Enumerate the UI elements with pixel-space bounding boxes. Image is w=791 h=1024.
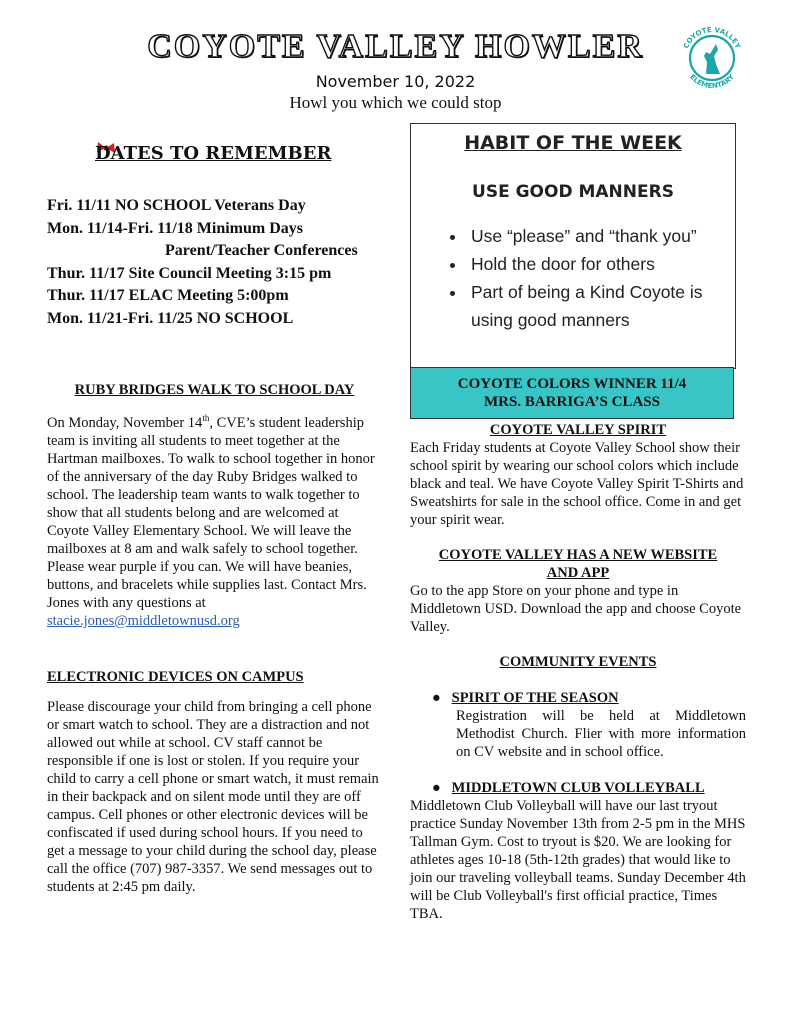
svg-text:COYOTE VALLEY xyxy=(682,26,742,51)
contact-email-link[interactable]: stacie.jones@middletownusd.org xyxy=(47,612,240,629)
devices-body: Please discourage your child from bringing a cell phone or smart watch to school. They are a distraction and not allowed out while at school. CV staff cannot be responsible if one is lost or stolen. If you require your child to carry a cell phone or smart watch, it must remain in their backpack and on silent mode until they are off campus. Cell phones or other electronic devices will be confiscated if used during school hours. If you need to get a message to your child during the school day, please call the office (707) 987-3357. We send messages out to students at 2:45 pm daily. xyxy=(47,699,379,895)
habit-subtitle: USE GOOD MANNERS xyxy=(472,182,674,202)
habit-of-week-box xyxy=(410,123,736,369)
spirit-section xyxy=(410,421,746,529)
date-item: Parent/Teacher Conferences xyxy=(165,242,358,259)
date-item: Thur. 11/17 Site Council Meeting 3:15 pm xyxy=(47,264,332,282)
website-heading-line-1: COYOTE VALLEY HAS A NEW WEBSITE xyxy=(438,547,718,563)
logo-top-text: COYOTE VALLEY xyxy=(682,25,742,50)
habit-bullet: • Hold the door for others xyxy=(467,250,735,278)
date-item: Thur. 11/17 ELAC Meeting 5:00pm xyxy=(47,287,289,304)
tagline: Howl you which we could stop xyxy=(289,93,502,112)
logo-bottom-text: ELEMENTARY xyxy=(688,72,736,91)
issue-date: November 10, 2022 xyxy=(315,72,476,91)
spirit-body: Each Friday students at Coyote Valley School show their school spirit by wearing our school colors which include black and teal. We have Coyote Valley Spirit T-Shirts and Sweatshirts for sale in the school office. Come in and get your spirit wear. xyxy=(410,440,744,528)
date-item: Mon. 11/21-Fri. 11/25 NO SCHOOL xyxy=(47,309,294,327)
ruby-bridges-section xyxy=(47,381,382,630)
devices-section xyxy=(47,668,382,896)
spirit-heading: COYOTE VALLEY SPIRIT xyxy=(489,422,667,438)
winner-line-1: COYOTE COLORS WINNER 11/4 xyxy=(457,376,687,392)
svg-text:ELEMENTARY xyxy=(688,72,736,90)
ruby-heading: RUBY BRIDGES WALK TO SCHOOL DAY xyxy=(74,382,355,398)
habit-bullets xyxy=(411,222,735,334)
date-item: Mon. 11/14-Fri. 11/18 Minimum Days xyxy=(47,219,303,237)
website-body: Go to the app Store on your phone and type in Middletown USD. Download the app and choose Coyote Valley. xyxy=(410,583,742,635)
bullet-icon: ● xyxy=(432,690,452,706)
event-2-body: Middletown Club Volleyball will have our last tryout practice Sunday November 13th from 2-5 pm in the MHS Tallman Gym. Cost to tryout is $20. We are looking for athletes ages 10-18 (5th-12th grades) that would like to join our traveling volleyball teams. Sunday December 4th will be Club Volleyball's first official practice, Times TBA. xyxy=(410,798,746,922)
event-1-body: Registration will be held at Middletown Methodist Church. Flier with more information on CV website and in school office. xyxy=(456,708,746,760)
winner-line-2: MRS. BARRIGA’S CLASS xyxy=(483,394,660,410)
dates-list xyxy=(47,195,358,330)
website-section xyxy=(410,546,746,636)
colors-winner-banner xyxy=(410,367,734,419)
habit-title: HABIT OF THE WEEK xyxy=(464,132,682,154)
habit-bullet: • Use “please” and “thank you” xyxy=(467,222,735,250)
ruby-body: On Monday, November 14th, CVE’s student leadership team is inviting all students to meet together at the Hartman mailboxes. To walk to school together in honor of the anniversary of the day Ruby Bridges walked to school. The leadership team wants to walk together to show that all students belong and are welcomed at Coyote Valley Elementary School. We will leave the mailboxes at 8 am and walk safely to school together. Please wear purple if you can. We will have beanies, buttons, and bracelets while supplies last. Contact Mrs. Jones with any questions at stacie.jones@middletownusd.org xyxy=(47,413,375,629)
event-2-title: MIDDLETOWN CLUB VOLLEYBALL xyxy=(451,780,705,796)
masthead xyxy=(0,25,791,113)
school-logo xyxy=(676,22,748,94)
coyote-howling-icon xyxy=(704,44,720,74)
website-heading-line-2: AND APP xyxy=(546,565,610,581)
habit-bullet: • Part of being a Kind Coyote is using good manners xyxy=(467,278,735,334)
date-item: Fri. 11/11 NO SCHOOL Veterans Day xyxy=(47,197,306,214)
community-heading: COMMUNITY EVENTS xyxy=(499,654,657,670)
devices-heading: ELECTRONIC DEVICES ON CAMPUS xyxy=(47,669,304,685)
community-section xyxy=(410,653,746,923)
bullet-icon: ● xyxy=(432,780,452,796)
event-spirit-of-season xyxy=(410,689,746,761)
event-1-title: SPIRIT OF THE SEASON xyxy=(451,690,619,706)
newsletter-title: COYOTE VALLEY HOWLER xyxy=(147,28,644,65)
dates-heading: DATES TO REMEMBER xyxy=(95,143,332,164)
event-volleyball xyxy=(410,779,746,923)
